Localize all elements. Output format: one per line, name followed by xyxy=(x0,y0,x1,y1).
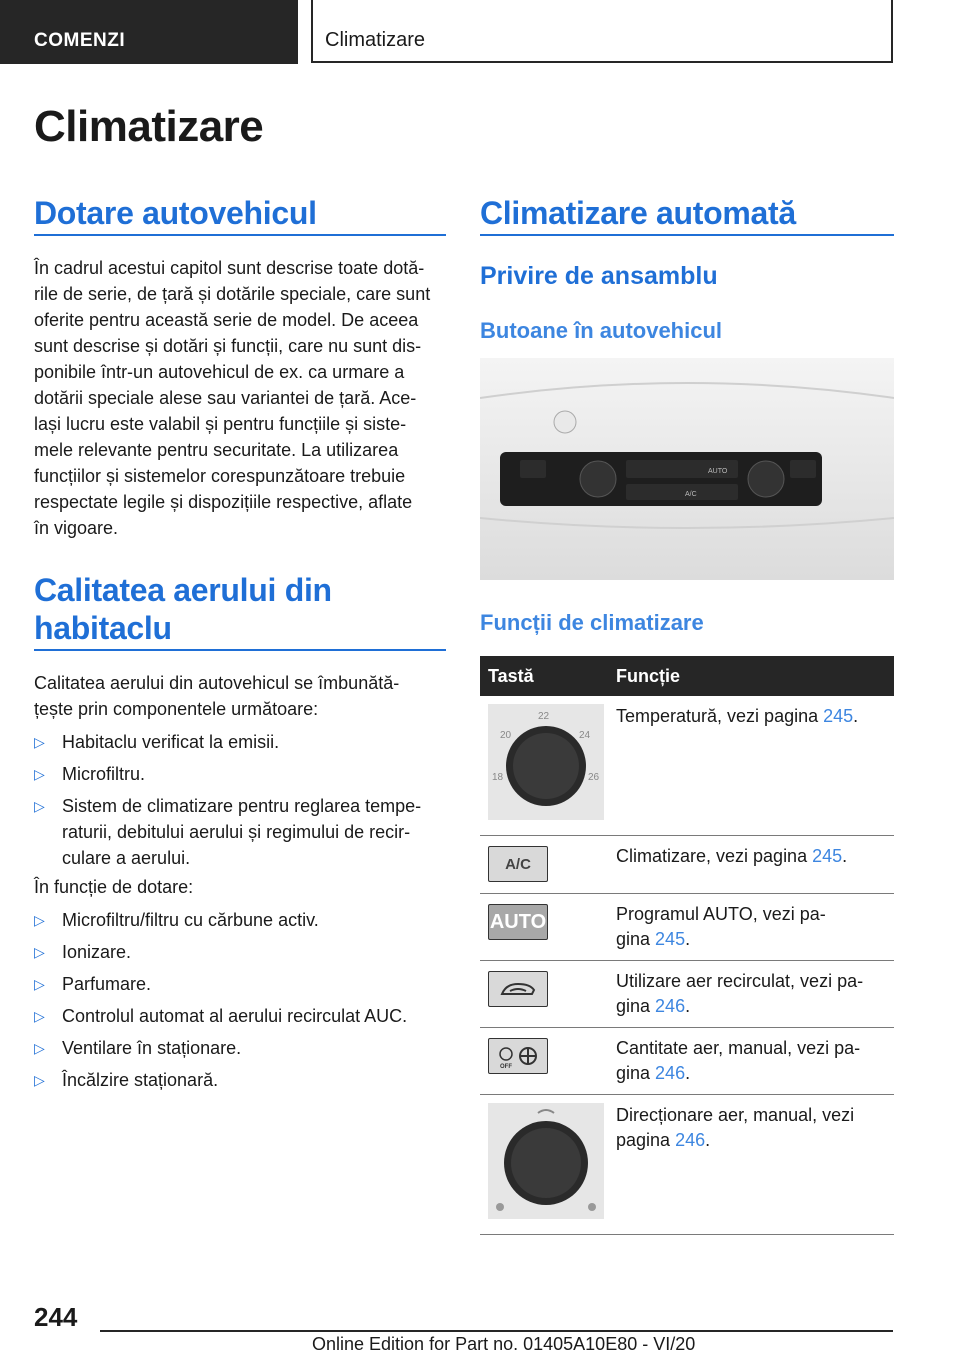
bullet-triangle-icon: ▷ xyxy=(34,1072,45,1088)
table-row xyxy=(480,1028,894,1095)
page-number: 244 xyxy=(34,1302,78,1332)
air-distribution-knob-icon xyxy=(488,1103,604,1219)
heading-buttons: Butoane în autovehicul xyxy=(480,318,723,343)
svg-text:26: 26 xyxy=(588,772,600,783)
heading-rule xyxy=(34,649,446,651)
chapter-label: Climatizare xyxy=(325,29,426,51)
function-description: Temperatură, vezi pagina 245. xyxy=(608,696,894,836)
ac-button-icon: A/C xyxy=(488,846,548,882)
component-list xyxy=(34,729,446,877)
svg-text:A/C: A/C xyxy=(685,491,697,498)
list-item: ▷ Microfiltru. xyxy=(34,761,446,787)
bullet-triangle-icon: ▷ xyxy=(34,1008,45,1024)
svg-text:AUTO: AUTO xyxy=(708,468,728,475)
climate-control-panel-image xyxy=(480,358,894,580)
heading-air-quality: Calitatea aerului din habitaclu xyxy=(34,572,332,646)
column-header-key: Tastă xyxy=(480,656,608,696)
fan-speed-button-icon xyxy=(488,1038,548,1074)
svg-text:18: 18 xyxy=(492,772,504,783)
list-item: ▷ Ventilare în staționare. xyxy=(34,1035,446,1061)
heading-functions: Funcții de climatizare xyxy=(480,610,704,635)
function-table xyxy=(480,656,894,1235)
page-link[interactable]: 245 xyxy=(823,706,854,726)
optional-list xyxy=(34,907,446,1099)
bullet-triangle-icon: ▷ xyxy=(34,944,45,960)
page-title: Climatizare xyxy=(34,102,264,151)
chapter-tab xyxy=(311,0,893,63)
recirculation-button-icon xyxy=(488,971,548,1007)
page-link[interactable]: 246 xyxy=(655,1063,686,1083)
list-item: ▷ Habitaclu verificat la emisii. xyxy=(34,729,446,755)
bullet-triangle-icon: ▷ xyxy=(34,912,45,928)
function-description: Cantitate aer, manual, vezi pa- gina 246. xyxy=(608,1028,894,1095)
optional-label: În funcție de dotare: xyxy=(34,877,194,897)
function-description: Programul AUTO, vezi pa- gina 245. xyxy=(608,894,894,961)
heading-rule xyxy=(480,234,894,236)
list-item: ▷ Microfiltru/filtru cu cărbune activ. xyxy=(34,907,446,933)
auto-button-icon: AUTO xyxy=(488,904,548,940)
bullet-triangle-icon: ▷ xyxy=(34,1040,45,1056)
function-description: Utilizare aer recirculat, vezi pa- gina 246. xyxy=(608,961,894,1028)
page-link[interactable]: 246 xyxy=(655,996,686,1016)
edition-text: Online Edition for Part no. 01405A10E80 - VI/20 xyxy=(312,1334,696,1354)
svg-text:24: 24 xyxy=(579,730,591,741)
page-link[interactable]: 245 xyxy=(812,846,843,866)
air-quality-intro: Calitatea aerului din autovehicul se îmbunătă- țește prin componentele următoare: xyxy=(34,673,400,719)
list-item: ▷ Încălzire staționară. xyxy=(34,1067,446,1093)
column-header-function: Funcție xyxy=(608,656,894,696)
page-link[interactable]: 246 xyxy=(675,1130,706,1150)
bullet-triangle-icon: ▷ xyxy=(34,976,45,992)
function-description: Direcționare aer, manual, vezi pagina 246. xyxy=(608,1095,894,1235)
list-item: ▷ Parfumare. xyxy=(34,971,446,997)
table-row xyxy=(480,894,894,961)
footer-rule xyxy=(100,1330,893,1332)
heading-overview: Privire de ansamblu xyxy=(480,262,718,290)
list-item: ▷ Sistem de climatizare pentru reglarea tempe- raturii, debitului aerului și regimului de recir- culare a aerului. xyxy=(34,793,446,871)
svg-text:OFF: OFF xyxy=(500,1064,512,1070)
heading-auto-climate: Climatizare automată xyxy=(480,195,796,231)
table-row xyxy=(480,1095,894,1235)
svg-text:20: 20 xyxy=(500,730,512,741)
page-link[interactable]: 245 xyxy=(655,929,686,949)
temperature-knob-icon xyxy=(488,704,604,820)
bullet-triangle-icon: ▷ xyxy=(34,798,45,814)
section-tab xyxy=(0,0,298,64)
bullet-triangle-icon: ▷ xyxy=(34,766,45,782)
function-description: Climatizare, vezi pagina 245. xyxy=(608,836,894,894)
bullet-triangle-icon: ▷ xyxy=(34,734,45,750)
list-item: ▷ Controlul automat al aerului recirculat AUC. xyxy=(34,1003,446,1029)
table-row xyxy=(480,836,894,894)
table-row xyxy=(480,961,894,1028)
section-label: COMENZI xyxy=(34,30,126,51)
table-row xyxy=(480,696,894,836)
heading-rule xyxy=(34,234,446,236)
heading-equipment: Dotare autovehicul xyxy=(34,195,317,231)
svg-text:22: 22 xyxy=(538,711,550,722)
intro-paragraph: În cadrul acestui capitol sunt descrise toate dotă- rile de serie, de țară și dotările speciale, care sunt oferite pentru această serie de model. De aceea sunt descrise și dotări și funcții, care nu sunt dis- ponibile într-un autovehicul de ex. ca urmare a dotării speciale alese sau variantei de țară. Ace- lași lucru este valabil și pentru funcțiile și siste- mele relevante pentru securitate. La utilizarea funcțiilor și sistemelor corespunzătoare trebuie respectate legile și dispozițiile respective, aflate în vigoare. xyxy=(34,258,431,538)
list-item: ▷ Ionizare. xyxy=(34,939,446,965)
